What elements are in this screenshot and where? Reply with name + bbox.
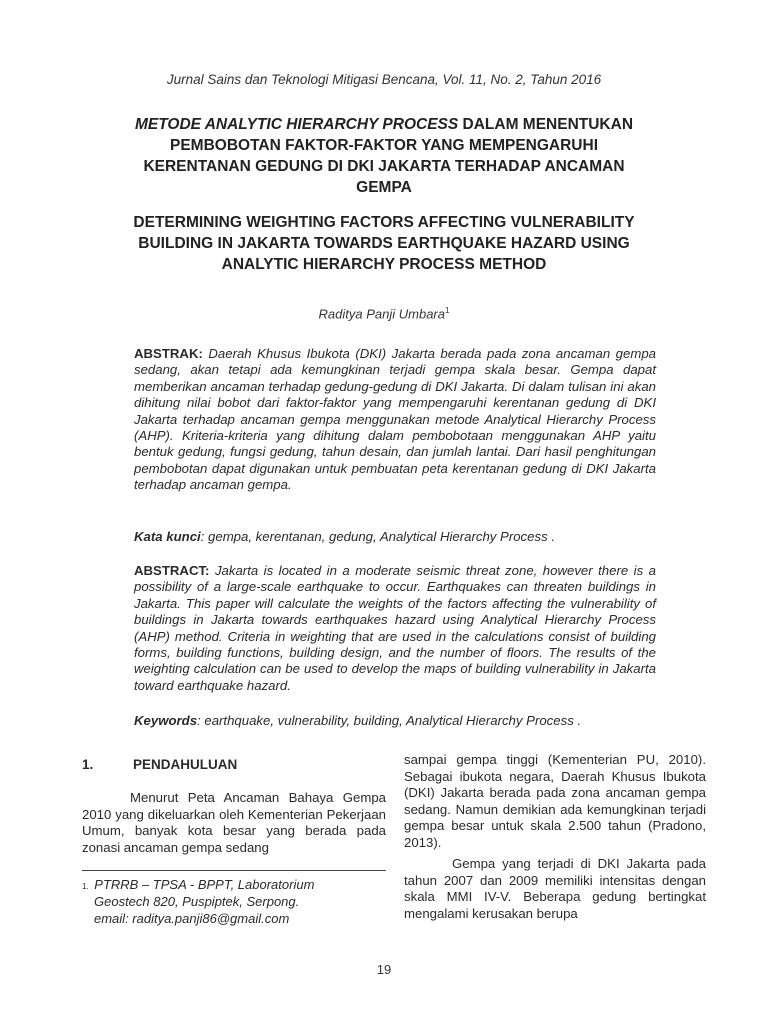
journal-header: Jurnal Sains dan Teknologi Mitigasi Bencana, Vol. 11, No. 2, Tahun 2016 [166,72,602,87]
title-rest: DALAM MENENTUKAN PEMBOBOTAN FAKTOR-FAKTOR YANG MEMPENGARUHI KERENTANAN GEDUNG DI DKI JAKARTA TERHADAP ANCAMAN GEMPA [143,116,634,196]
abstract-paragraph [134,563,656,694]
title-english: DETERMINING WEIGHTING FACTORS AFFECTING VULNERABILITY BUILDING IN JAKARTA TOWARDS EARTHQUAKE HAZARD USING ANALYTIC HIERARCHY PROCESS METHOD [133,214,635,273]
page-number: 19 [376,962,392,977]
section-number: 1. [82,757,94,772]
keywords-text: : earthquake, vulnerability, building, Analytical Hierarchy Process . [197,713,582,728]
keywords-label: Keywords [134,713,198,728]
footnote-mark: 1. [82,882,89,891]
author-line [0,306,768,321]
abstrak-label: ABSTRAK: [134,346,203,361]
footnote-line-1 [82,876,386,893]
kata-kunci-label: Kata kunci [134,529,201,544]
title-indonesian [120,114,648,198]
keywords-paragraph [134,713,656,729]
footnote [82,876,386,927]
footnote-divider [82,870,386,871]
section-title: PENDAHULUAN [133,757,238,772]
abstract-text: Jakarta is located in a moderate seismic threat zone, however there is a possibility of a large-scale earthquake to occur. Earthquakes can threaten buildings in Jakarta. This paper will calculate the weights of the factors affecting the vulnerability of buildings in Jakarta towards earthquakes hazard using Analytical Hierarchy Process (AHP) method. Criteria in weighting that are used in the calculations consist of building forms, building functions, building design, and the number of floors. The results of the weighting calculation can be used to develop the maps of building vulnerability in Jakarta toward earthquake hazard. [134,563,656,693]
footnote-line-3: email: raditya.panji86@gmail.com [94,911,290,926]
author-affiliation-mark: 1 [445,306,450,315]
body-right-paragraph-2: Gempa yang terjadi di DKI Jakarta pada tahun 2007 dan 2009 memiliki intensitas dengan skala MMI IV-V. Beberapa gedung bertingkat mengalami kerusakan berupa [404,856,706,921]
title-italic-part: METODE ANALYTIC HIERARCHY PROCESS [134,116,459,133]
abstract-label: ABSTRACT: [134,563,210,578]
kata-kunci-paragraph [134,529,656,545]
abstrak-text: Daerah Khusus Ibukota (DKI) Jakarta berada pada zona ancaman gempa sedang, akan tetapi ada kemungkinan terjadi gempa skala besar. Gempa dapat memberikan ancaman terhadap gedung-gedung di DKI Jakarta. Di dalam tulisan ini akan dihitung nilai bobot dari faktor-faktor yang mempengaruhi kerentanan gedung di DKI Jakarta terhadap ancaman gempa menggunakan metode Analytical Hierarchy Process (AHP). Kriteria-kriteria yang dihitung dalam pembobotaan menggunakan AHP yaitu bentuk gedung, fungsi gedung, tahun desain, dan jumlah lantai. Dari hasil penghitungan pembobotan dapat digunakan untuk pembuatan peta kerentanan gedung di DKI Jakarta terhadap ancaman gempa. [134,346,656,493]
footnote-line-2: Geostech 820, Puspiptek, Serpong. [94,894,300,909]
abstrak-paragraph [134,346,656,494]
body-right-paragraph-1: sampai gempa tinggi (Kementerian PU, 2010). Sebagai ibukota negara, Daerah Khusus Ibukota (DKI) Jakarta berada pada zona ancaman gempa sedang. Namun demikian ada kemungkinan terjadi gempa besar untuk skala 2.500 tahun (Pradono, 2013). [404,752,706,850]
body-left-paragraph: Menurut Peta Ancaman Bahaya Gempa 2010 yang dikeluarkan oleh Kementerian Pekerjaan Umum, banyak kota besar yang berada pada zonasi ancaman gempa sedang [82,790,386,855]
kata-kunci-text: : gempa, kerentanan, gedung, Analytical Hierarchy Process . [200,529,556,544]
author-name: Raditya Panji Umbara [318,306,445,322]
footnote-text-1: PTRRB – TPSA - BPPT, Laboratorium [90,877,315,892]
